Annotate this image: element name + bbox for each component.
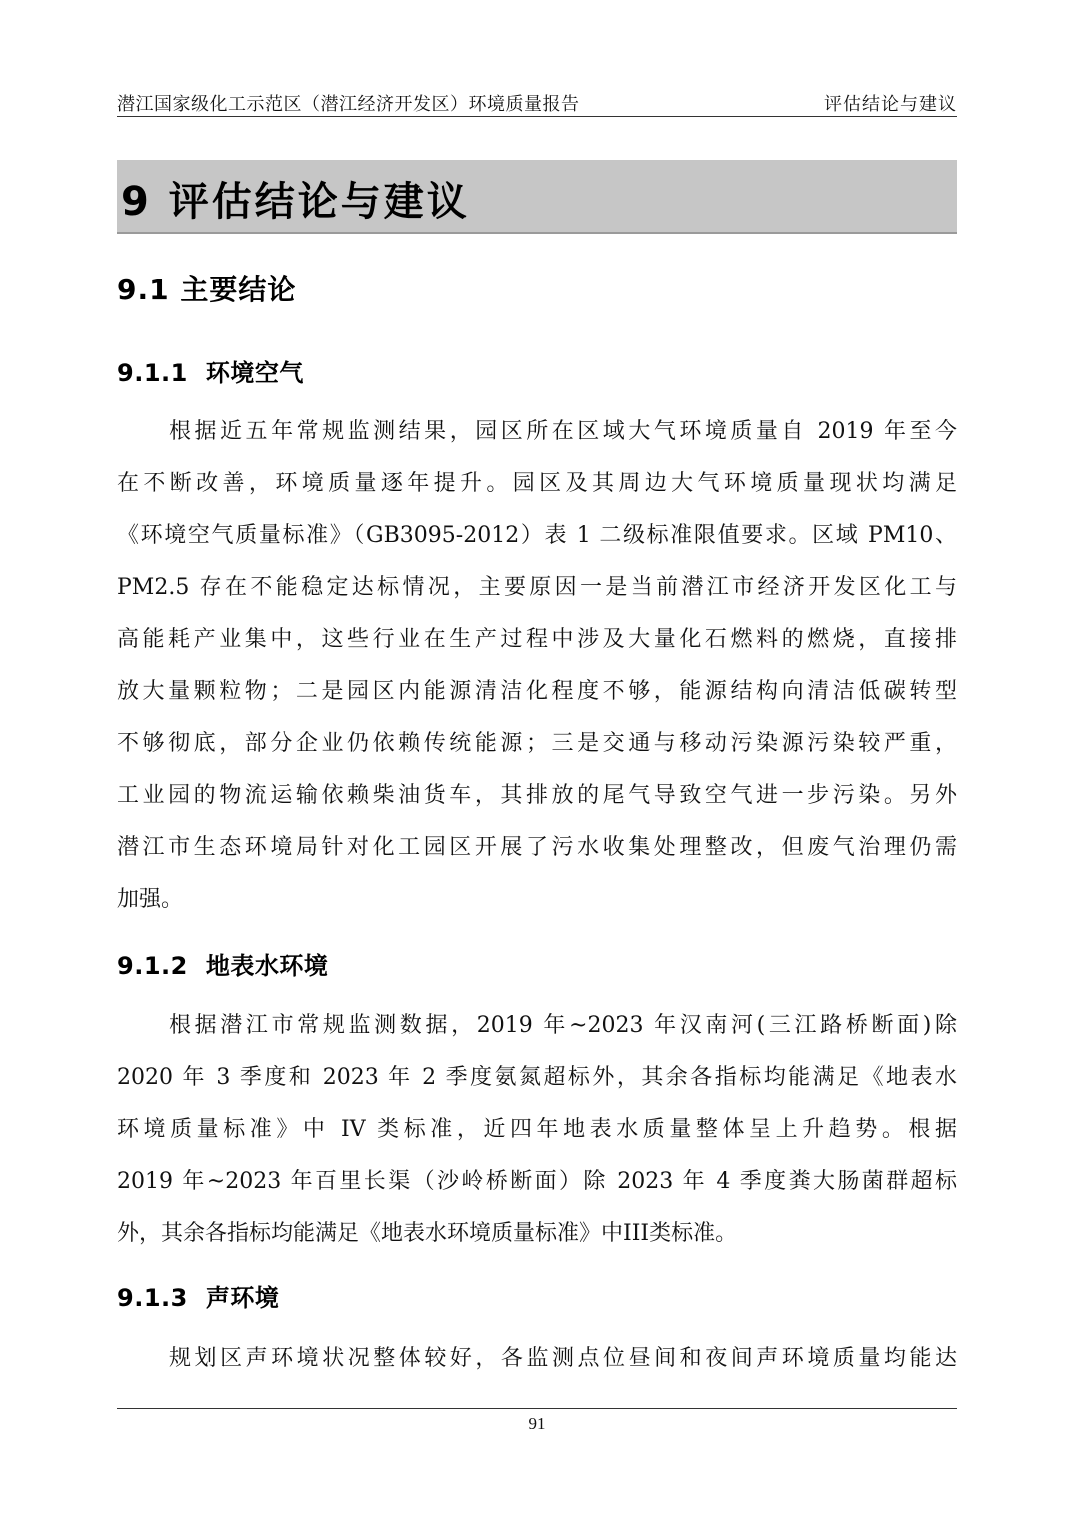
chapter-heading-band bbox=[117, 160, 957, 234]
text-line: 工业园的物流运输依赖柴油货车，其排放的尾气导致空气进一步污染。另外 bbox=[117, 783, 957, 808]
subsection-heading-surface-water bbox=[117, 946, 328, 981]
text-line: 高能耗产业集中，这些行业在生产过程中涉及大量化石燃料的燃烧，直接排 bbox=[117, 627, 957, 652]
text-line: 外，其余各指标均能满足《地表水环境质量标准》中III类标准。 bbox=[117, 1221, 738, 1246]
subsection-heading-air bbox=[117, 353, 304, 388]
paragraph-air bbox=[117, 406, 957, 926]
footer-rule bbox=[117, 1408, 957, 1409]
header-report-title: 潜江国家级化工示范区（潜江经济开发区）环境质量报告 bbox=[117, 94, 580, 115]
section-title: 9.1 主要结论 bbox=[117, 273, 297, 306]
text-line: 根据潜江市常规监测数据，2019 年~2023 年汉南河(三江路桥断面)除 bbox=[169, 1013, 957, 1038]
text-line: 2020 年 3 季度和 2023 年 2 季度氨氮超标外，其余各指标均能满足《地表水 bbox=[117, 1065, 957, 1090]
subsection-number: 9.1.3 bbox=[117, 1284, 188, 1312]
text-line: 加强。 bbox=[117, 887, 184, 912]
text-line: PM2.5 存在不能稳定达标情况，主要原因一是当前潜江市经济开发区化工与 bbox=[117, 575, 957, 600]
header-chapter-name: 评估结论与建议 bbox=[824, 94, 957, 115]
text-line: 《环境空气质量标准》（GB3095-2012）表 1 二级标准限值要求。区域 PM10、 bbox=[117, 523, 957, 548]
paragraph-surface-water bbox=[117, 1000, 957, 1260]
text-line: 不够彻底，部分企业仍依赖传统能源；三是交通与移动污染源污染较严重， bbox=[117, 731, 957, 756]
paragraph-noise bbox=[117, 1333, 957, 1385]
text-line: 在不断改善，环境质量逐年提升。园区及其周边大气环境质量现状均满足 bbox=[117, 471, 957, 496]
subsection-title: 环境空气 bbox=[205, 359, 304, 387]
chapter-title: 9 评估结论与建议 bbox=[121, 179, 470, 225]
text-line: 规划区声环境状况整体较好，各监测点位昼间和夜间声环境质量均能达 bbox=[169, 1346, 957, 1371]
running-header bbox=[117, 88, 957, 117]
subsection-number: 9.1.1 bbox=[117, 359, 188, 387]
text-line: 潜江市生态环境局针对化工园区开展了污水收集处理整改，但废气治理仍需 bbox=[117, 835, 957, 860]
text-line: 2019 年~2023 年百里长渠（沙岭桥断面）除 2023 年 4 季度粪大肠菌群超标 bbox=[117, 1169, 957, 1194]
page-number: 91 bbox=[528, 1414, 546, 1433]
subsection-number: 9.1.2 bbox=[117, 952, 188, 980]
subsection-heading-noise bbox=[117, 1278, 279, 1313]
subsection-title: 声环境 bbox=[205, 1284, 280, 1312]
subsection-title: 地表水环境 bbox=[205, 952, 329, 980]
text-line: 放大量颗粒物；二是园区内能源清洁化程度不够，能源结构向清洁低碳转型 bbox=[117, 679, 957, 704]
text-line: 根据近五年常规监测结果，园区所在区域大气环境质量自 2019 年至今 bbox=[169, 419, 957, 444]
text-line: 环境质量标准》中 IV 类标准，近四年地表水质量整体呈上升趋势。根据 bbox=[117, 1117, 957, 1142]
